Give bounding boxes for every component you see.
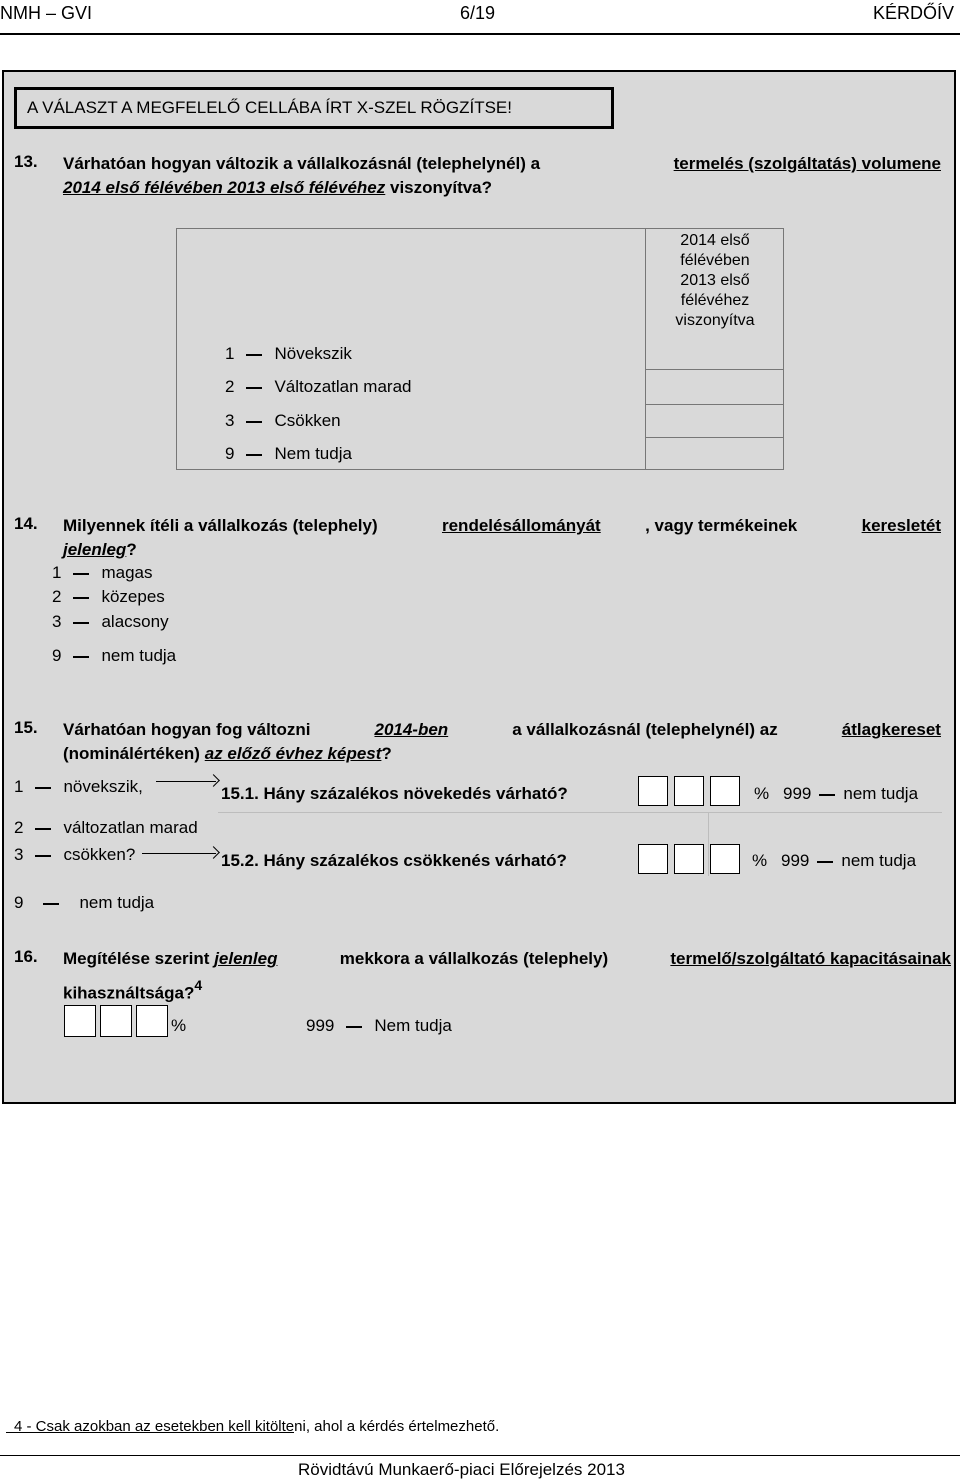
q13-text-c: 2014 első félévében 2013 első félévéhez <box>63 178 386 197</box>
header-page-number: 6/19 <box>460 3 496 23</box>
q15-2-digit-3[interactable] <box>710 844 740 874</box>
q13-text-b: termelés (szolgáltatás) volumene <box>673 154 941 173</box>
footnote: 4 - Csak azokban az esetekben kell kitölteni, ahol a kérdés értelmezhető. <box>14 1418 500 1435</box>
q15-option-1[interactable]: 1 növekszik, <box>14 777 143 796</box>
q15-option-3[interactable]: 3 csökken? <box>14 845 136 864</box>
q13-option-9: 9 Nem tudja <box>225 444 352 463</box>
q16-digit-3[interactable] <box>136 1005 168 1037</box>
q13-answer-cell-9[interactable] <box>646 438 784 469</box>
q13-answer-cell-2[interactable] <box>646 370 784 404</box>
q16-number: 16. <box>14 947 38 966</box>
q13-option-2: 2 Változatlan marad <box>225 377 412 396</box>
q13-text <box>63 152 941 200</box>
header-rule <box>0 33 960 35</box>
footnote-ref: 4 <box>194 977 203 993</box>
q15-2-percent: % <box>752 851 768 870</box>
q13-text-a: Várhatóan hogyan változik a vállalkozásnál (telephelynél) a <box>63 154 541 173</box>
q13-option-3: 3 Csökken <box>225 411 341 430</box>
instruction-box: A VÁLASZT A MEGFELELŐ CELLÁBA ÍRT X-SZEL RÖGZÍTSE! <box>14 87 614 129</box>
q13-text-d: viszonyítva? <box>385 178 493 197</box>
q15-2-digit-2[interactable] <box>674 844 704 874</box>
q14-option-1[interactable]: 1 magas <box>52 563 153 582</box>
q15-1-dontknow[interactable]: 999 nem tudja <box>783 784 919 803</box>
q15-option-9[interactable]: 9 nem tudja <box>14 893 155 912</box>
q13-option-1: 1 Növekszik <box>225 344 352 363</box>
q15-1-digit-3[interactable] <box>710 776 740 806</box>
q15-2-dontknow[interactable]: 999 nem tudja <box>781 851 917 870</box>
q15-1-digit-2[interactable] <box>674 776 704 806</box>
q13-column-header: 2014 első félévében 2013 első félévéhez viszonyítva <box>675 232 755 329</box>
q15-1-percent: % <box>754 784 770 803</box>
q16-text: Megítélése szerint jelenleg mekkora a vállalkozás (telephely) termelő/szolgáltató kapacitásainak kihasználtsága?$^4$ <box>63 949 951 1003</box>
q15-text: Várhatóan hogyan fog változni 2014-ben a vállalkozásnál (telephelynél) az átlagkereset (nominálértéken) az előző évhez képest? <box>63 720 941 763</box>
q16-percent: % <box>171 1016 187 1035</box>
q13-answer-cell-1[interactable] <box>646 337 784 369</box>
q16-digit-1[interactable] <box>64 1005 96 1037</box>
q15-number: 15. <box>14 718 38 737</box>
footer-rule <box>0 1455 960 1456</box>
q13-answer-cell-3[interactable] <box>646 405 784 437</box>
q15-arrow-3 <box>142 853 216 854</box>
q15-1-label: 15.1. Hány százalékos növekedés várható? <box>221 784 568 803</box>
q15-arrow-1 <box>156 781 216 782</box>
q15-divider <box>218 812 942 813</box>
footer-text: Rövidtávú Munkaerő-piaci Előrejelzés 2013 <box>298 1460 625 1479</box>
q16-digit-2[interactable] <box>100 1005 132 1037</box>
q15-1-digit-1[interactable] <box>638 776 668 806</box>
q16-dontknow[interactable]: 999 Nem tudja <box>306 1016 452 1035</box>
q13-answer-table <box>176 228 784 470</box>
q15-2-digit-1[interactable] <box>638 844 668 874</box>
q14-option-9[interactable]: 9 nem tudja <box>52 646 177 665</box>
q15-divider-v <box>708 812 709 876</box>
q14-text: Milyennek ítéli a vállalkozás (telephely) rendelésállományát , vagy termékeinek keresletét jelenleg? <box>63 516 941 559</box>
q14-number: 14. <box>14 514 38 533</box>
q14-option-3[interactable]: 3 alacsony <box>52 612 169 631</box>
header-right: KÉRDŐÍV <box>872 3 954 23</box>
q15-2-label: 15.2. Hány százalékos csökkenés várható? <box>221 851 567 870</box>
q15-option-2[interactable]: 2 változatlan marad <box>14 818 198 837</box>
q14-option-2[interactable]: 2 közepes <box>52 587 165 606</box>
header-left: NMH – GVI <box>0 3 93 23</box>
q13-number: 13. <box>14 152 38 171</box>
